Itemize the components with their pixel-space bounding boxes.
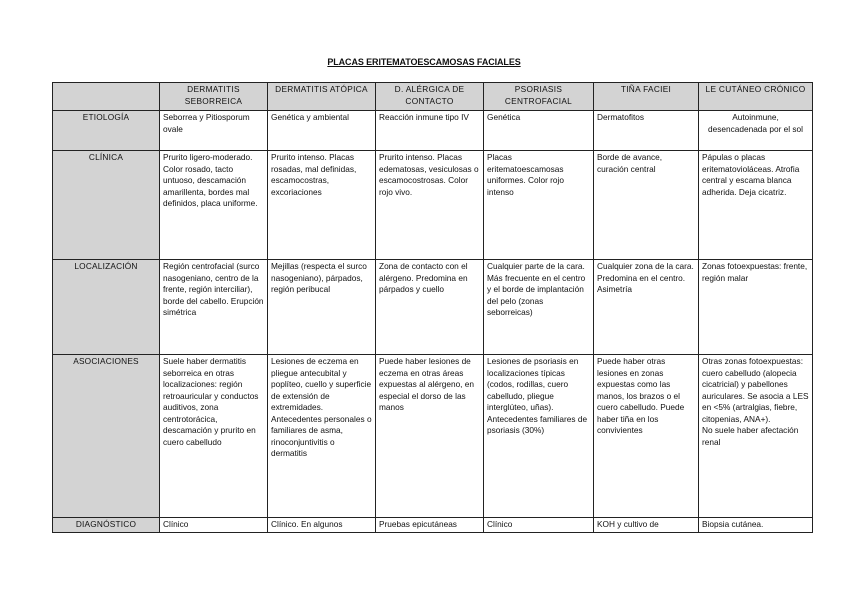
- table-cell: Biopsia cutánea.: [699, 518, 813, 533]
- table-cell: Borde de avance, curación central: [594, 151, 699, 260]
- row-label: LOCALIZACIÓN: [53, 260, 160, 355]
- page-title: PLACAS ERITEMATOESCAMOSAS FACIALES: [327, 57, 521, 67]
- column-header: PSORIASIS CENTROFACIAL: [484, 83, 594, 111]
- table-cell: Prurito intenso. Placas rosadas, mal definidas, escamocostras, excoriaciones: [268, 151, 376, 260]
- table-cell: Región centrofacial (surco nasogeniano, centro de la frente, región interciliar), borde del cabello. Erupción simétrica: [160, 260, 268, 355]
- table-row: [53, 151, 813, 260]
- cell-paragraph: No suele haber afectación renal: [702, 425, 799, 447]
- row-label: CLÍNICA: [53, 151, 160, 260]
- table-cell: Cualquier zona de la cara. Predomina en el centro. Asimetría: [594, 260, 699, 355]
- table-cell: Zona de contacto con el alérgeno. Predomina en párpados y cuello: [376, 260, 484, 355]
- table-cell: Genética y ambiental: [268, 111, 376, 151]
- table-cell: Prurito intenso. Placas edematosas, vesiculosas o escamocostrosas. Color rojo vivo.: [376, 151, 484, 260]
- row-label: ETIOLOGÍA: [53, 111, 160, 151]
- table-cell: Clínico. En algunos: [268, 518, 376, 533]
- row-label: DIAGNÓSTICO: [53, 518, 160, 533]
- table-cell: Seborrea y Pitiosporum ovale: [160, 111, 268, 151]
- table-row: [53, 260, 813, 355]
- table-cell: Clínico: [484, 518, 594, 533]
- table-cell: Placas eritematoescamosas uniformes. Color rojo intenso: [484, 151, 594, 260]
- table-cell: Pruebas epicutáneas: [376, 518, 484, 533]
- table-cell: Pápulas o placas eritematovioláceas. Atrofia central y escama blanca adherida. Deja cicatriz.: [699, 151, 813, 260]
- table-cell: Lesiones de eczema en pliegue antecubital y poplíteo, cuello y superficie de extensión de extremidades. Antecedentes personales o familiares de asma, rinoconjuntivitis o dermatitis: [268, 355, 376, 518]
- table-cell: Clínico: [160, 518, 268, 533]
- column-header: TIÑA FACIEI: [594, 83, 699, 111]
- row-label: ASOCIACIONES: [53, 355, 160, 518]
- column-header: DERMATITIS SEBORREICA: [160, 83, 268, 111]
- table-cell: [699, 355, 813, 518]
- column-header: DERMATITIS ATÓPICA: [268, 83, 376, 111]
- table-row: [53, 355, 813, 518]
- table-cell: Prurito ligero-moderado. Color rosado, tacto untuoso, descamación amarillenta, bordes mal definidos, placa uniforme.: [160, 151, 268, 260]
- table-cell: Puede haber lesiones de eczema en otras áreas expuestas al alérgeno, en especial el dorso de las manos: [376, 355, 484, 518]
- table-cell: Zonas fotoexpuestas: frente, región malar: [699, 260, 813, 355]
- corner-cell: [53, 83, 160, 111]
- table-cell: Dermatofitos: [594, 111, 699, 151]
- table-cell: Mejillas (respecta el surco nasogeniano), párpados, región peribucal: [268, 260, 376, 355]
- table-cell: Reacción inmune tipo IV: [376, 111, 484, 151]
- table-cell: KOH y cultivo de: [594, 518, 699, 533]
- header-row: [53, 83, 813, 111]
- table-cell: Lesiones de psoriasis en localizaciones típicas (codos, rodillas, cuero cabelludo, pliegue interglúteo, uñas). Antecedentes familiares de psoriasis (30%): [484, 355, 594, 518]
- column-header: D. ALÉRGICA DE CONTACTO: [376, 83, 484, 111]
- comparison-table: [52, 82, 813, 533]
- table-cell: Puede haber otras lesiones en zonas expuestas como las manos, los brazos o el cuero cabelludo. Puede haber tiña en los convivientes: [594, 355, 699, 518]
- table-cell: Genética: [484, 111, 594, 151]
- table-row: [53, 111, 813, 151]
- table-cell: Suele haber dermatitis seborreica en otras localizaciones: región retroauricular y conductos auditivos, zona centrotorácica, descamación y prurito en cuero cabelludo: [160, 355, 268, 518]
- table-row: [53, 518, 813, 533]
- column-header: LE CUTÁNEO CRÓNICO: [699, 83, 813, 111]
- table-cell: Autoinmune, desencadenada por el sol: [699, 111, 813, 151]
- table-cell: Cualquier parte de la cara. Más frecuente en el centro y el borde de implantación del pelo (zonas seborreicas): [484, 260, 594, 355]
- cell-paragraph: Otras zonas fotoexpuestas: cuero cabelludo (alopecia cicatricial) y pabellones auriculares. Se asocia a LES en <5% (artralgias, fiebre, citopenias, ANA+).: [702, 356, 809, 424]
